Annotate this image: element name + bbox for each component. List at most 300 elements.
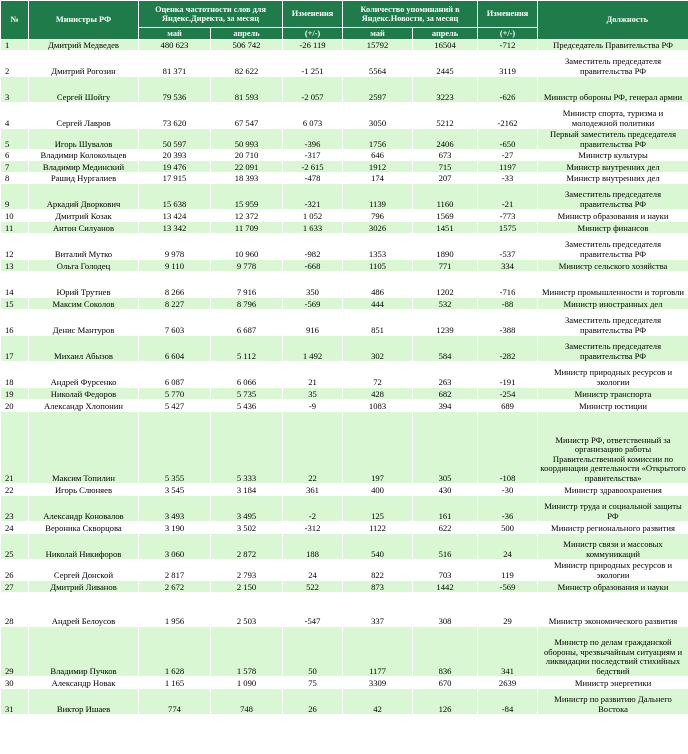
direct-change-cell: -478 — [283, 173, 343, 184]
row-number-cell: 26 — [1, 560, 29, 581]
news-change-cell: 689 — [478, 400, 538, 412]
direct-may-cell: 6 087 — [139, 362, 211, 388]
position-cell: Заместитель председателя правительства РФ — [538, 234, 688, 260]
news-may-cell: 1756 — [343, 129, 413, 150]
table-row — [1, 388, 688, 400]
direct-april-cell: 2 503 — [211, 593, 283, 627]
direct-may-cell: 3 060 — [139, 534, 211, 560]
news-may-cell: 428 — [343, 388, 413, 400]
news-change-cell: -191 — [478, 362, 538, 388]
table-row — [1, 150, 688, 161]
direct-may-cell: 73 620 — [139, 103, 211, 129]
row-number-cell: 7 — [1, 161, 29, 173]
row-number-cell: 6 — [1, 150, 29, 161]
direct-change-cell: -1 251 — [283, 51, 343, 77]
direct-change-cell: 350 — [283, 272, 343, 298]
direct-change-cell: -396 — [283, 129, 343, 150]
direct-april-cell: 1 090 — [211, 677, 283, 689]
direct-change-cell: -668 — [283, 260, 343, 272]
minister-name-cell: Юрий Трутнев — [29, 272, 139, 298]
position-cell: Заместитель председателя правительства РФ — [538, 51, 688, 77]
direct-april-cell: 1 578 — [211, 627, 283, 677]
minister-name-cell: Николай Федоров — [29, 388, 139, 400]
news-may-cell: 302 — [343, 336, 413, 362]
news-may-cell: 400 — [343, 484, 413, 496]
news-april-cell: 3223 — [413, 77, 478, 103]
row-number-cell: 1 — [1, 40, 29, 51]
minister-name-cell: Аркадий Дворкович — [29, 184, 139, 210]
news-change-cell: 500 — [478, 522, 538, 534]
minister-name-cell: Александр Новак — [29, 677, 139, 689]
position-cell: Министр по развитию Дальнего Востока — [538, 689, 688, 715]
row-number-cell: 3 — [1, 77, 29, 103]
news-change-cell: -716 — [478, 272, 538, 298]
news-change-cell: -30 — [478, 484, 538, 496]
row-number-cell: 16 — [1, 310, 29, 336]
news-april-cell: 2445 — [413, 51, 478, 77]
row-number-cell: 8 — [1, 173, 29, 184]
table-row — [1, 336, 688, 362]
minister-name-cell: Владимир Колокольцев — [29, 150, 139, 161]
table-row — [1, 272, 688, 298]
direct-may-cell: 6 604 — [139, 336, 211, 362]
direct-may-cell: 79 536 — [139, 77, 211, 103]
direct-april-cell: 5 112 — [211, 336, 283, 362]
minister-name-cell: Николай Никифоров — [29, 534, 139, 560]
minister-name-cell: Андрей Фурсенко — [29, 362, 139, 388]
direct-change-cell: 26 — [283, 689, 343, 715]
row-number-cell: 17 — [1, 336, 29, 362]
row-number-cell: 14 — [1, 272, 29, 298]
direct-may-cell: 2 817 — [139, 560, 211, 581]
news-april-cell: 394 — [413, 400, 478, 412]
table-row — [1, 129, 688, 150]
news-april-cell: 771 — [413, 260, 478, 272]
news-april-cell: 715 — [413, 161, 478, 173]
direct-change-cell: 1 052 — [283, 210, 343, 222]
news-change-cell: -626 — [478, 77, 538, 103]
direct-change-cell: -2 — [283, 496, 343, 522]
news-may-cell: 1105 — [343, 260, 413, 272]
position-cell: Министр сельского хозяйства — [538, 260, 688, 272]
news-may-cell: 1353 — [343, 234, 413, 260]
position-cell: Министр финансов — [538, 222, 688, 234]
direct-may-cell: 13 424 — [139, 210, 211, 222]
table-row — [1, 77, 688, 103]
table-header — [1, 1, 688, 40]
minister-name-cell: Сергей Шойгу — [29, 77, 139, 103]
direct-april-cell: 9 778 — [211, 260, 283, 272]
direct-may-cell: 50 597 — [139, 129, 211, 150]
direct-april-cell: 50 993 — [211, 129, 283, 150]
header-direct-unit: (+/-) — [283, 28, 343, 40]
direct-april-cell: 11 709 — [211, 222, 283, 234]
news-change-cell: -2162 — [478, 103, 538, 129]
row-number-cell: 28 — [1, 593, 29, 627]
table-row — [1, 40, 688, 51]
direct-april-cell: 8 796 — [211, 298, 283, 310]
news-may-cell: 72 — [343, 362, 413, 388]
news-may-cell: 1139 — [343, 184, 413, 210]
direct-april-cell: 506 742 — [211, 40, 283, 51]
minister-name-cell: Дмитрий Медведев — [29, 40, 139, 51]
news-may-cell: 125 — [343, 496, 413, 522]
news-april-cell: 16504 — [413, 40, 478, 51]
row-number-cell: 2 — [1, 51, 29, 77]
minister-name-cell: Сергей Донской — [29, 560, 139, 581]
position-cell: Министр здравоохранения — [538, 484, 688, 496]
direct-may-cell: 20 393 — [139, 150, 211, 161]
table-row — [1, 522, 688, 534]
news-april-cell: 207 — [413, 173, 478, 184]
news-change-cell: 2639 — [478, 677, 538, 689]
direct-april-cell: 3 495 — [211, 496, 283, 522]
row-number-cell: 25 — [1, 534, 29, 560]
news-may-cell: 1083 — [343, 400, 413, 412]
row-number-cell: 18 — [1, 362, 29, 388]
direct-april-cell: 5 735 — [211, 388, 283, 400]
news-change-cell: -33 — [478, 173, 538, 184]
position-cell: Министр природных ресурсов и экологии — [538, 560, 688, 581]
news-change-cell: 1197 — [478, 161, 538, 173]
news-april-cell: 1239 — [413, 310, 478, 336]
row-number-cell: 27 — [1, 581, 29, 593]
news-april-cell: 516 — [413, 534, 478, 560]
news-change-cell: -108 — [478, 412, 538, 484]
minister-name-cell: Антон Силуанов — [29, 222, 139, 234]
direct-change-cell: -2 615 — [283, 161, 343, 173]
position-cell: Министр образования и науки — [538, 581, 688, 593]
direct-change-cell: 188 — [283, 534, 343, 560]
header-changes-direct: Изменения — [283, 1, 343, 28]
direct-april-cell: 2 150 — [211, 581, 283, 593]
table-row — [1, 484, 688, 496]
news-april-cell: 1451 — [413, 222, 478, 234]
position-cell: Министр спорта, туризма и молодежной политики — [538, 103, 688, 129]
news-april-cell: 584 — [413, 336, 478, 362]
news-april-cell: 836 — [413, 627, 478, 677]
minister-name-cell: Дмитрий Рогозин — [29, 51, 139, 77]
header-news-unit: (+/-) — [478, 28, 538, 40]
row-number-cell: 20 — [1, 400, 29, 412]
minister-name-cell: Владимир Пучков — [29, 627, 139, 677]
direct-change-cell: -547 — [283, 593, 343, 627]
news-april-cell: 1202 — [413, 272, 478, 298]
position-cell: Заместитель председателя правительства РФ — [538, 184, 688, 210]
direct-may-cell: 5 427 — [139, 400, 211, 412]
direct-may-cell: 1 956 — [139, 593, 211, 627]
news-change-cell: -254 — [478, 388, 538, 400]
news-may-cell: 540 — [343, 534, 413, 560]
news-april-cell: 1442 — [413, 581, 478, 593]
minister-name-cell: Сергей Лавров — [29, 103, 139, 129]
direct-change-cell: 35 — [283, 388, 343, 400]
minister-name-cell: Игорь Слюняев — [29, 484, 139, 496]
header-position: Должность — [538, 1, 688, 40]
direct-change-cell: -9 — [283, 400, 343, 412]
news-change-cell: -569 — [478, 581, 538, 593]
direct-april-cell: 6 066 — [211, 362, 283, 388]
header-direct-may: май — [139, 28, 211, 40]
header-news-may: май — [343, 28, 413, 40]
minister-name-cell: Александр Хлопонин — [29, 400, 139, 412]
direct-may-cell: 9 110 — [139, 260, 211, 272]
minister-name-cell: Рашид Нургалиев — [29, 173, 139, 184]
direct-april-cell: 82 622 — [211, 51, 283, 77]
minister-name-cell: Ольга Голодец — [29, 260, 139, 272]
row-number-cell: 29 — [1, 627, 29, 677]
news-april-cell: 532 — [413, 298, 478, 310]
direct-may-cell: 5 355 — [139, 412, 211, 484]
table-row — [1, 234, 688, 260]
direct-may-cell: 1 628 — [139, 627, 211, 677]
position-cell: Министр промышленности и торговли — [538, 272, 688, 298]
news-may-cell: 5564 — [343, 51, 413, 77]
header-news-april: апрель — [413, 28, 478, 40]
direct-change-cell: 1 492 — [283, 336, 343, 362]
row-number-cell: 24 — [1, 522, 29, 534]
news-change-cell: -36 — [478, 496, 538, 522]
direct-change-cell: 6 073 — [283, 103, 343, 129]
position-cell: Министр энергетики — [538, 677, 688, 689]
direct-change-cell: 1 633 — [283, 222, 343, 234]
news-change-cell: 341 — [478, 627, 538, 677]
table-row — [1, 560, 688, 581]
direct-change-cell: 50 — [283, 627, 343, 677]
minister-name-cell: Игорь Шувалов — [29, 129, 139, 150]
position-cell: Министр регионального развития — [538, 522, 688, 534]
direct-april-cell: 3 502 — [211, 522, 283, 534]
position-cell: Министр по делам гражданской обороны, чрезвычайным ситуациям и ликвидации последствий стихийных бедствий — [538, 627, 688, 677]
row-number-cell: 30 — [1, 677, 29, 689]
news-may-cell: 1122 — [343, 522, 413, 534]
direct-change-cell: 522 — [283, 581, 343, 593]
direct-may-cell: 3 545 — [139, 484, 211, 496]
direct-may-cell: 7 603 — [139, 310, 211, 336]
news-may-cell: 1177 — [343, 627, 413, 677]
news-may-cell: 197 — [343, 412, 413, 484]
direct-change-cell: 75 — [283, 677, 343, 689]
news-may-cell: 2597 — [343, 77, 413, 103]
news-change-cell: -27 — [478, 150, 538, 161]
news-change-cell: -537 — [478, 234, 538, 260]
row-number-cell: 19 — [1, 388, 29, 400]
news-may-cell: 646 — [343, 150, 413, 161]
news-april-cell: 430 — [413, 484, 478, 496]
news-may-cell: 486 — [343, 272, 413, 298]
direct-may-cell: 774 — [139, 689, 211, 715]
news-may-cell: 15792 — [343, 40, 413, 51]
direct-may-cell: 81 371 — [139, 51, 211, 77]
position-cell: Председатель Правительства РФ — [538, 40, 688, 51]
row-number-cell: 4 — [1, 103, 29, 129]
news-change-cell: 29 — [478, 593, 538, 627]
direct-may-cell: 3 493 — [139, 496, 211, 522]
minister-name-cell: Михаил Абызов — [29, 336, 139, 362]
table-row — [1, 51, 688, 77]
news-change-cell: -88 — [478, 298, 538, 310]
direct-change-cell: 916 — [283, 310, 343, 336]
news-change-cell: -773 — [478, 210, 538, 222]
direct-may-cell: 9 978 — [139, 234, 211, 260]
news-april-cell: 682 — [413, 388, 478, 400]
position-cell: Министр природных ресурсов и экологии — [538, 362, 688, 388]
direct-may-cell: 1 165 — [139, 677, 211, 689]
table-row — [1, 298, 688, 310]
direct-change-cell: 21 — [283, 362, 343, 388]
header-ministers: Министры РФ — [29, 1, 139, 40]
news-change-cell: 3119 — [478, 51, 538, 77]
position-cell: Министр обороны РФ, генерал армии — [538, 77, 688, 103]
direct-change-cell: -982 — [283, 234, 343, 260]
table-row — [1, 627, 688, 677]
position-cell: Министр экономического развития — [538, 593, 688, 627]
table-row — [1, 222, 688, 234]
header-yandex-news: Количество упоминаний в Яндекс.Новости, за месяц — [343, 1, 478, 28]
row-number-cell: 15 — [1, 298, 29, 310]
row-number-cell: 11 — [1, 222, 29, 234]
position-cell: Министр связи и массовых коммуникаций — [538, 534, 688, 560]
row-number-cell: 22 — [1, 484, 29, 496]
direct-change-cell: 361 — [283, 484, 343, 496]
row-number-cell: 31 — [1, 689, 29, 715]
direct-april-cell: 7 916 — [211, 272, 283, 298]
news-may-cell: 3026 — [343, 222, 413, 234]
row-number-cell: 9 — [1, 184, 29, 210]
news-april-cell: 263 — [413, 362, 478, 388]
header-yandex-direct: Оценка частотности слов для Яндекс.Директа, за месяц — [139, 1, 283, 28]
direct-april-cell: 10 960 — [211, 234, 283, 260]
direct-april-cell: 20 710 — [211, 150, 283, 161]
direct-april-cell: 3 184 — [211, 484, 283, 496]
position-cell: Первый заместитель председателя правительства РФ — [538, 129, 688, 150]
table-row — [1, 103, 688, 129]
minister-name-cell: Денис Мантуров — [29, 310, 139, 336]
news-april-cell: 161 — [413, 496, 478, 522]
news-change-cell: -282 — [478, 336, 538, 362]
table-row — [1, 400, 688, 412]
news-may-cell: 3050 — [343, 103, 413, 129]
direct-change-cell: 22 — [283, 412, 343, 484]
direct-april-cell: 5 436 — [211, 400, 283, 412]
direct-april-cell: 748 — [211, 689, 283, 715]
minister-name-cell: Дмитрий Ливанов — [29, 581, 139, 593]
direct-april-cell: 67 547 — [211, 103, 283, 129]
direct-may-cell: 8 227 — [139, 298, 211, 310]
table-row — [1, 173, 688, 184]
direct-april-cell: 12 372 — [211, 210, 283, 222]
position-cell: Министр транспорта — [538, 388, 688, 400]
direct-may-cell: 15 638 — [139, 184, 211, 210]
position-cell: Министр юстиции — [538, 400, 688, 412]
minister-name-cell: Виталий Мутко — [29, 234, 139, 260]
news-april-cell: 622 — [413, 522, 478, 534]
table-row — [1, 689, 688, 715]
row-number-cell: 23 — [1, 496, 29, 522]
news-april-cell: 670 — [413, 677, 478, 689]
table-row — [1, 184, 688, 210]
position-cell: Министр образования и науки — [538, 210, 688, 222]
news-may-cell: 873 — [343, 581, 413, 593]
direct-april-cell: 2 793 — [211, 560, 283, 581]
news-may-cell: 822 — [343, 560, 413, 581]
direct-april-cell: 6 687 — [211, 310, 283, 336]
news-change-cell: -650 — [478, 129, 538, 150]
news-change-cell: -21 — [478, 184, 538, 210]
minister-name-cell: Максим Соколов — [29, 298, 139, 310]
direct-april-cell: 2 872 — [211, 534, 283, 560]
news-may-cell: 796 — [343, 210, 413, 222]
row-number-cell: 10 — [1, 210, 29, 222]
table-row — [1, 310, 688, 336]
minister-name-cell: Александр Коновалов — [29, 496, 139, 522]
news-change-cell: -84 — [478, 689, 538, 715]
direct-change-cell: -312 — [283, 522, 343, 534]
news-april-cell: 703 — [413, 560, 478, 581]
table-row — [1, 677, 688, 689]
position-cell: Министр внутренних дел — [538, 173, 688, 184]
table-row — [1, 496, 688, 522]
news-april-cell: 1890 — [413, 234, 478, 260]
direct-change-cell: 24 — [283, 560, 343, 581]
news-april-cell: 5212 — [413, 103, 478, 129]
minister-name-cell: Виктор Ишаев — [29, 689, 139, 715]
direct-may-cell: 19 476 — [139, 161, 211, 173]
news-change-cell: -388 — [478, 310, 538, 336]
direct-change-cell: -317 — [283, 150, 343, 161]
row-number-cell: 13 — [1, 260, 29, 272]
minister-name-cell: Максим Топилин — [29, 412, 139, 484]
news-change-cell: 1575 — [478, 222, 538, 234]
news-may-cell: 851 — [343, 310, 413, 336]
news-april-cell: 673 — [413, 150, 478, 161]
direct-april-cell: 5 333 — [211, 412, 283, 484]
minister-name-cell: Владимир Мединский — [29, 161, 139, 173]
table-row — [1, 161, 688, 173]
direct-change-cell: -2 057 — [283, 77, 343, 103]
position-cell: Министр внутренних дел — [538, 161, 688, 173]
direct-april-cell: 81 593 — [211, 77, 283, 103]
news-april-cell: 308 — [413, 593, 478, 627]
direct-may-cell: 480 623 — [139, 40, 211, 51]
direct-change-cell: -26 119 — [283, 40, 343, 51]
table-row — [1, 210, 688, 222]
news-change-cell: 334 — [478, 260, 538, 272]
minister-name-cell: Вероника Скворцова — [29, 522, 139, 534]
direct-april-cell: 22 091 — [211, 161, 283, 173]
header-num: № — [1, 1, 29, 40]
direct-change-cell: -321 — [283, 184, 343, 210]
direct-may-cell: 8 266 — [139, 272, 211, 298]
table-row — [1, 534, 688, 560]
table-row — [1, 412, 688, 484]
minister-name-cell: Дмитрий Козак — [29, 210, 139, 222]
row-number-cell: 12 — [1, 234, 29, 260]
row-number-cell: 5 — [1, 129, 29, 150]
table-row — [1, 593, 688, 627]
table-row — [1, 260, 688, 272]
news-may-cell: 337 — [343, 593, 413, 627]
direct-april-cell: 18 393 — [211, 173, 283, 184]
direct-may-cell: 13 342 — [139, 222, 211, 234]
position-cell: Министр РФ, ответственный за организацию работы Правительственной комиссии по координации деятельности «Открытого правительства» — [538, 412, 688, 484]
direct-april-cell: 15 959 — [211, 184, 283, 210]
news-april-cell: 305 — [413, 412, 478, 484]
news-april-cell: 2406 — [413, 129, 478, 150]
news-may-cell: 42 — [343, 689, 413, 715]
news-april-cell: 1160 — [413, 184, 478, 210]
news-may-cell: 1912 — [343, 161, 413, 173]
